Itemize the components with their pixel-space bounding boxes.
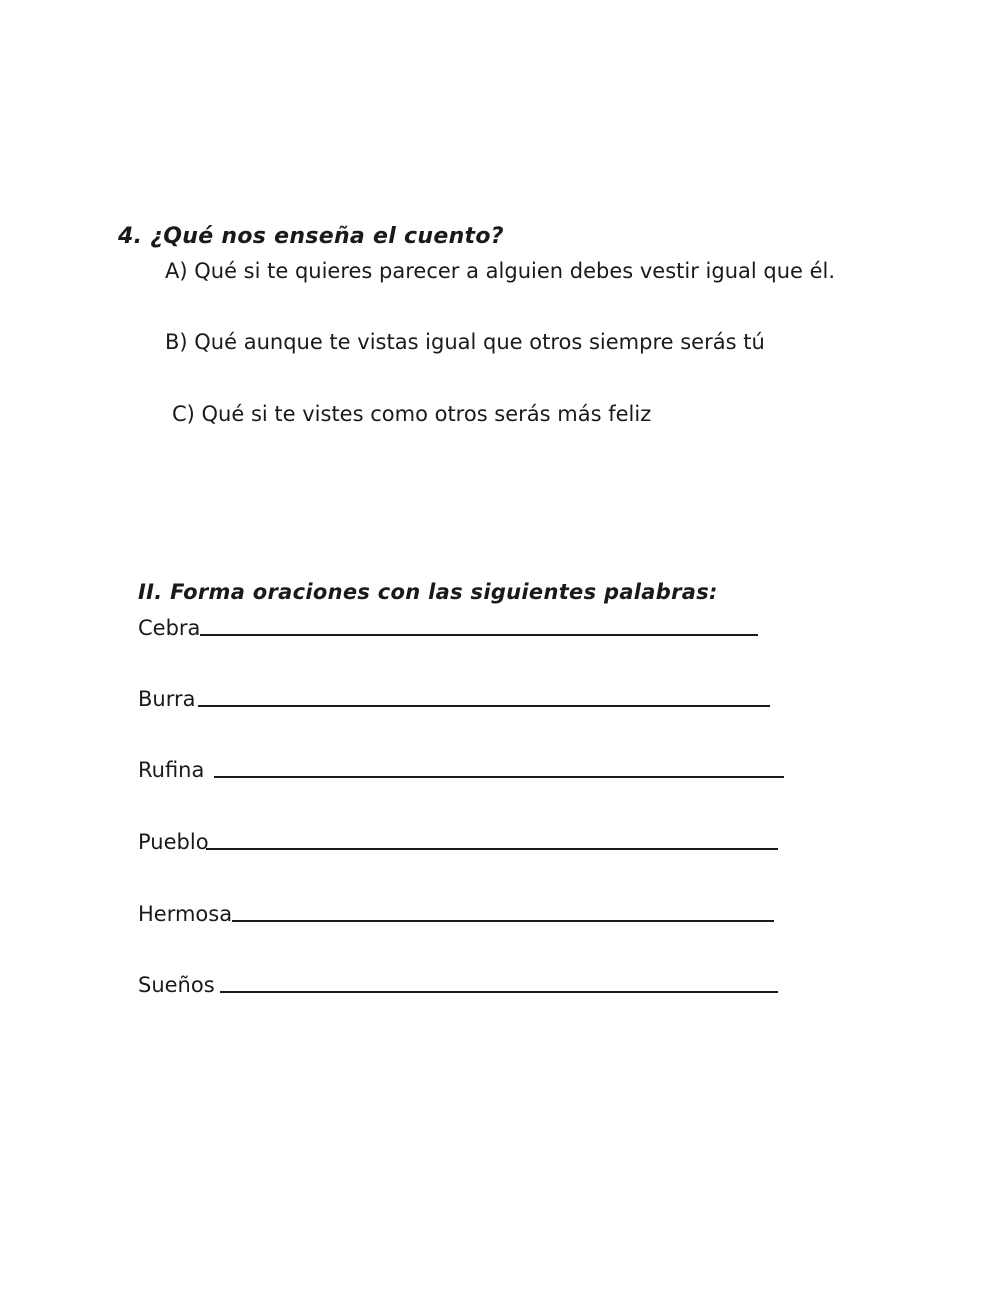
- answer-line[interactable]: [198, 705, 770, 707]
- option-a[interactable]: A) Qué si te quieres parecer a alguien debes vestir igual que él.: [165, 259, 836, 283]
- question-title: 4. ¿Qué nos enseña el cuento?: [118, 224, 504, 249]
- word-row-burra: [138, 687, 195, 711]
- answer-line[interactable]: [200, 634, 758, 636]
- word-row-hermosa: [138, 902, 232, 926]
- word-row-suenos: [138, 973, 215, 997]
- word-label: Rufina: [138, 758, 205, 782]
- answer-line[interactable]: [232, 920, 774, 922]
- word-label: Pueblo: [138, 830, 209, 854]
- word-label: Cebra: [138, 616, 201, 640]
- answer-line[interactable]: [206, 848, 778, 850]
- answer-line[interactable]: [214, 776, 784, 778]
- word-label: Burra: [138, 687, 196, 711]
- word-row-rufina: [138, 758, 204, 782]
- word-label: Hermosa: [138, 902, 233, 926]
- answer-line[interactable]: [220, 991, 778, 993]
- section-title: II. Forma oraciones con las siguientes palabras:: [138, 580, 718, 604]
- word-row-cebra: [138, 616, 200, 640]
- option-c[interactable]: C) Qué si te vistes como otros serás más feliz: [172, 402, 652, 426]
- word-label: Sueños: [138, 973, 215, 997]
- option-b[interactable]: B) Qué aunque te vistas igual que otros siempre serás tú: [165, 330, 765, 354]
- word-row-pueblo: [138, 830, 209, 854]
